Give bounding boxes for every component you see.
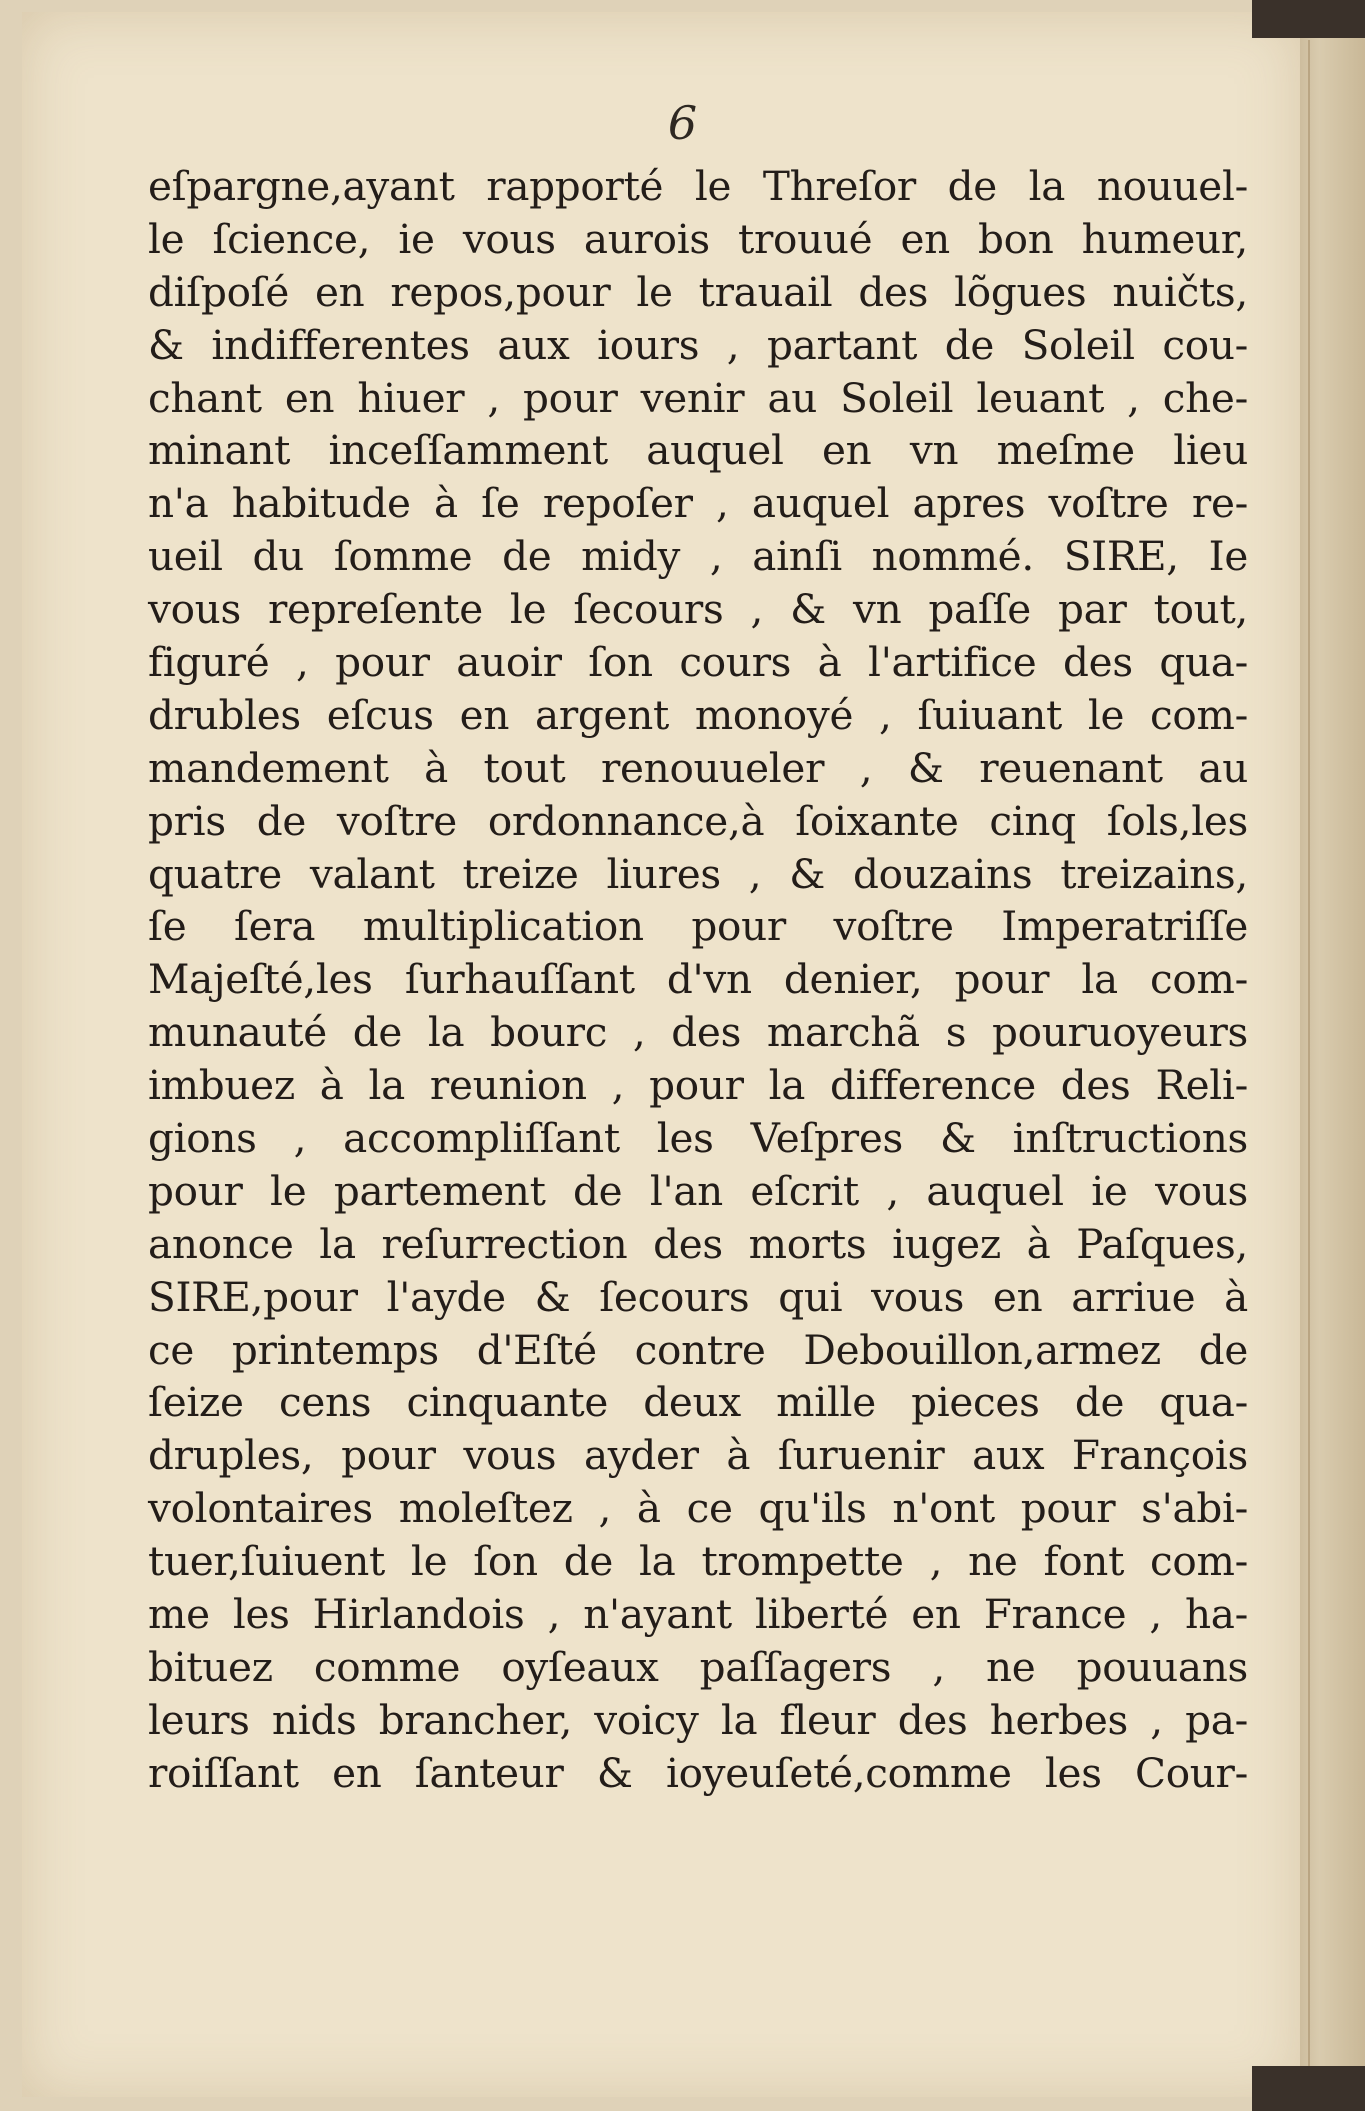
text-line: diſpoſé en repos,pour le trauail des lõgues nuičts,	[148, 267, 1248, 316]
text-line: quatre valant treize liures , & douzains treizains,	[148, 849, 1248, 898]
text-line: pris de voſtre ordonnance,à ſoixante cinq ſols,les	[148, 796, 1248, 845]
text-line: bituez comme oyſeaux paſſagers , ne pouuans	[148, 1642, 1248, 1691]
text-line: vous repreſente le ſecours , & vn paſſe par tout,	[148, 585, 1248, 634]
text-line: ſeize cens cinquante deux mille pieces de qua-	[148, 1378, 1248, 1427]
page-number: 6	[667, 96, 698, 150]
text-line: chant en hiuer , pour venir au Soleil leuant , che-	[148, 373, 1248, 422]
text-line: minant inceſſamment auquel en vn meſme lieu	[148, 426, 1248, 475]
text-line: volontaires moleſtez , à ce qu'ils n'ont pour s'abi-	[148, 1484, 1248, 1533]
text-line: le ſcience, ie vous aurois trouué en bon humeur,	[148, 214, 1248, 263]
text-line: ce printemps d'Eſté contre Debouillon,armez de	[148, 1325, 1248, 1374]
text-line: n'a habitude à ſe repoſer , auquel apres voſtre re-	[148, 479, 1248, 528]
text-line: figuré , pour auoir ſon cours à l'artifice des qua-	[148, 638, 1248, 687]
text-line: ſe ſera multiplication pour voſtre Imperatriſſe	[148, 902, 1248, 951]
text-line: SIRE,pour l'ayde & ſecours qui vous en arriue à	[148, 1272, 1248, 1321]
text-line: imbuez à la reunion , pour la difference des Reli-	[148, 1061, 1248, 1110]
text-line: anonce la reſurrection des morts iugez à Paſques,	[148, 1219, 1248, 1268]
text-line: ueil du ſomme de midy , ainſi nommé. SIRE, Ie	[148, 532, 1248, 581]
text-line: Majeſté,les ſurhauſſant d'vn denier, pour la com-	[148, 955, 1248, 1004]
binding-strip-bottom	[1252, 2066, 1365, 2111]
text-line: me les Hirlandois , n'ayant liberté en France , ha-	[148, 1590, 1248, 1639]
text-line: drubles eſcus en argent monoyé , ſuiuant le com-	[148, 690, 1248, 739]
text-line: druples, pour vous ayder à ſuruenir aux François	[148, 1431, 1248, 1480]
text-line: tuer,ſuiuent le ſon de la trompette , ne font com-	[148, 1537, 1248, 1586]
text-line: eſpargne,ayant rapporté le Threſor de la nouuel-	[148, 162, 1248, 210]
gutter-edge-line	[1308, 40, 1310, 2070]
text-line: & indifferentes aux iours , partant de Soleil cou-	[148, 320, 1248, 369]
text-line: munauté de la bourc , des marchã s pouruoyeurs	[148, 1008, 1248, 1057]
text-line: pour le partement de l'an eſcrit , auquel ie vous	[148, 1166, 1248, 1215]
text-line: roiſſant en ſanteur & ioyeuſeté,comme les Cour-	[148, 1748, 1248, 1797]
body-text	[148, 160, 1248, 1800]
text-line: gions , accompliſſant les Veſpres & inſtructions	[148, 1114, 1248, 1163]
text-line: leurs nids brancher, voicy la fleur des herbes , pa-	[148, 1695, 1248, 1744]
binding-strip-top	[1252, 0, 1365, 38]
text-line: mandement à tout renouueler , & reuenant au	[148, 743, 1248, 792]
